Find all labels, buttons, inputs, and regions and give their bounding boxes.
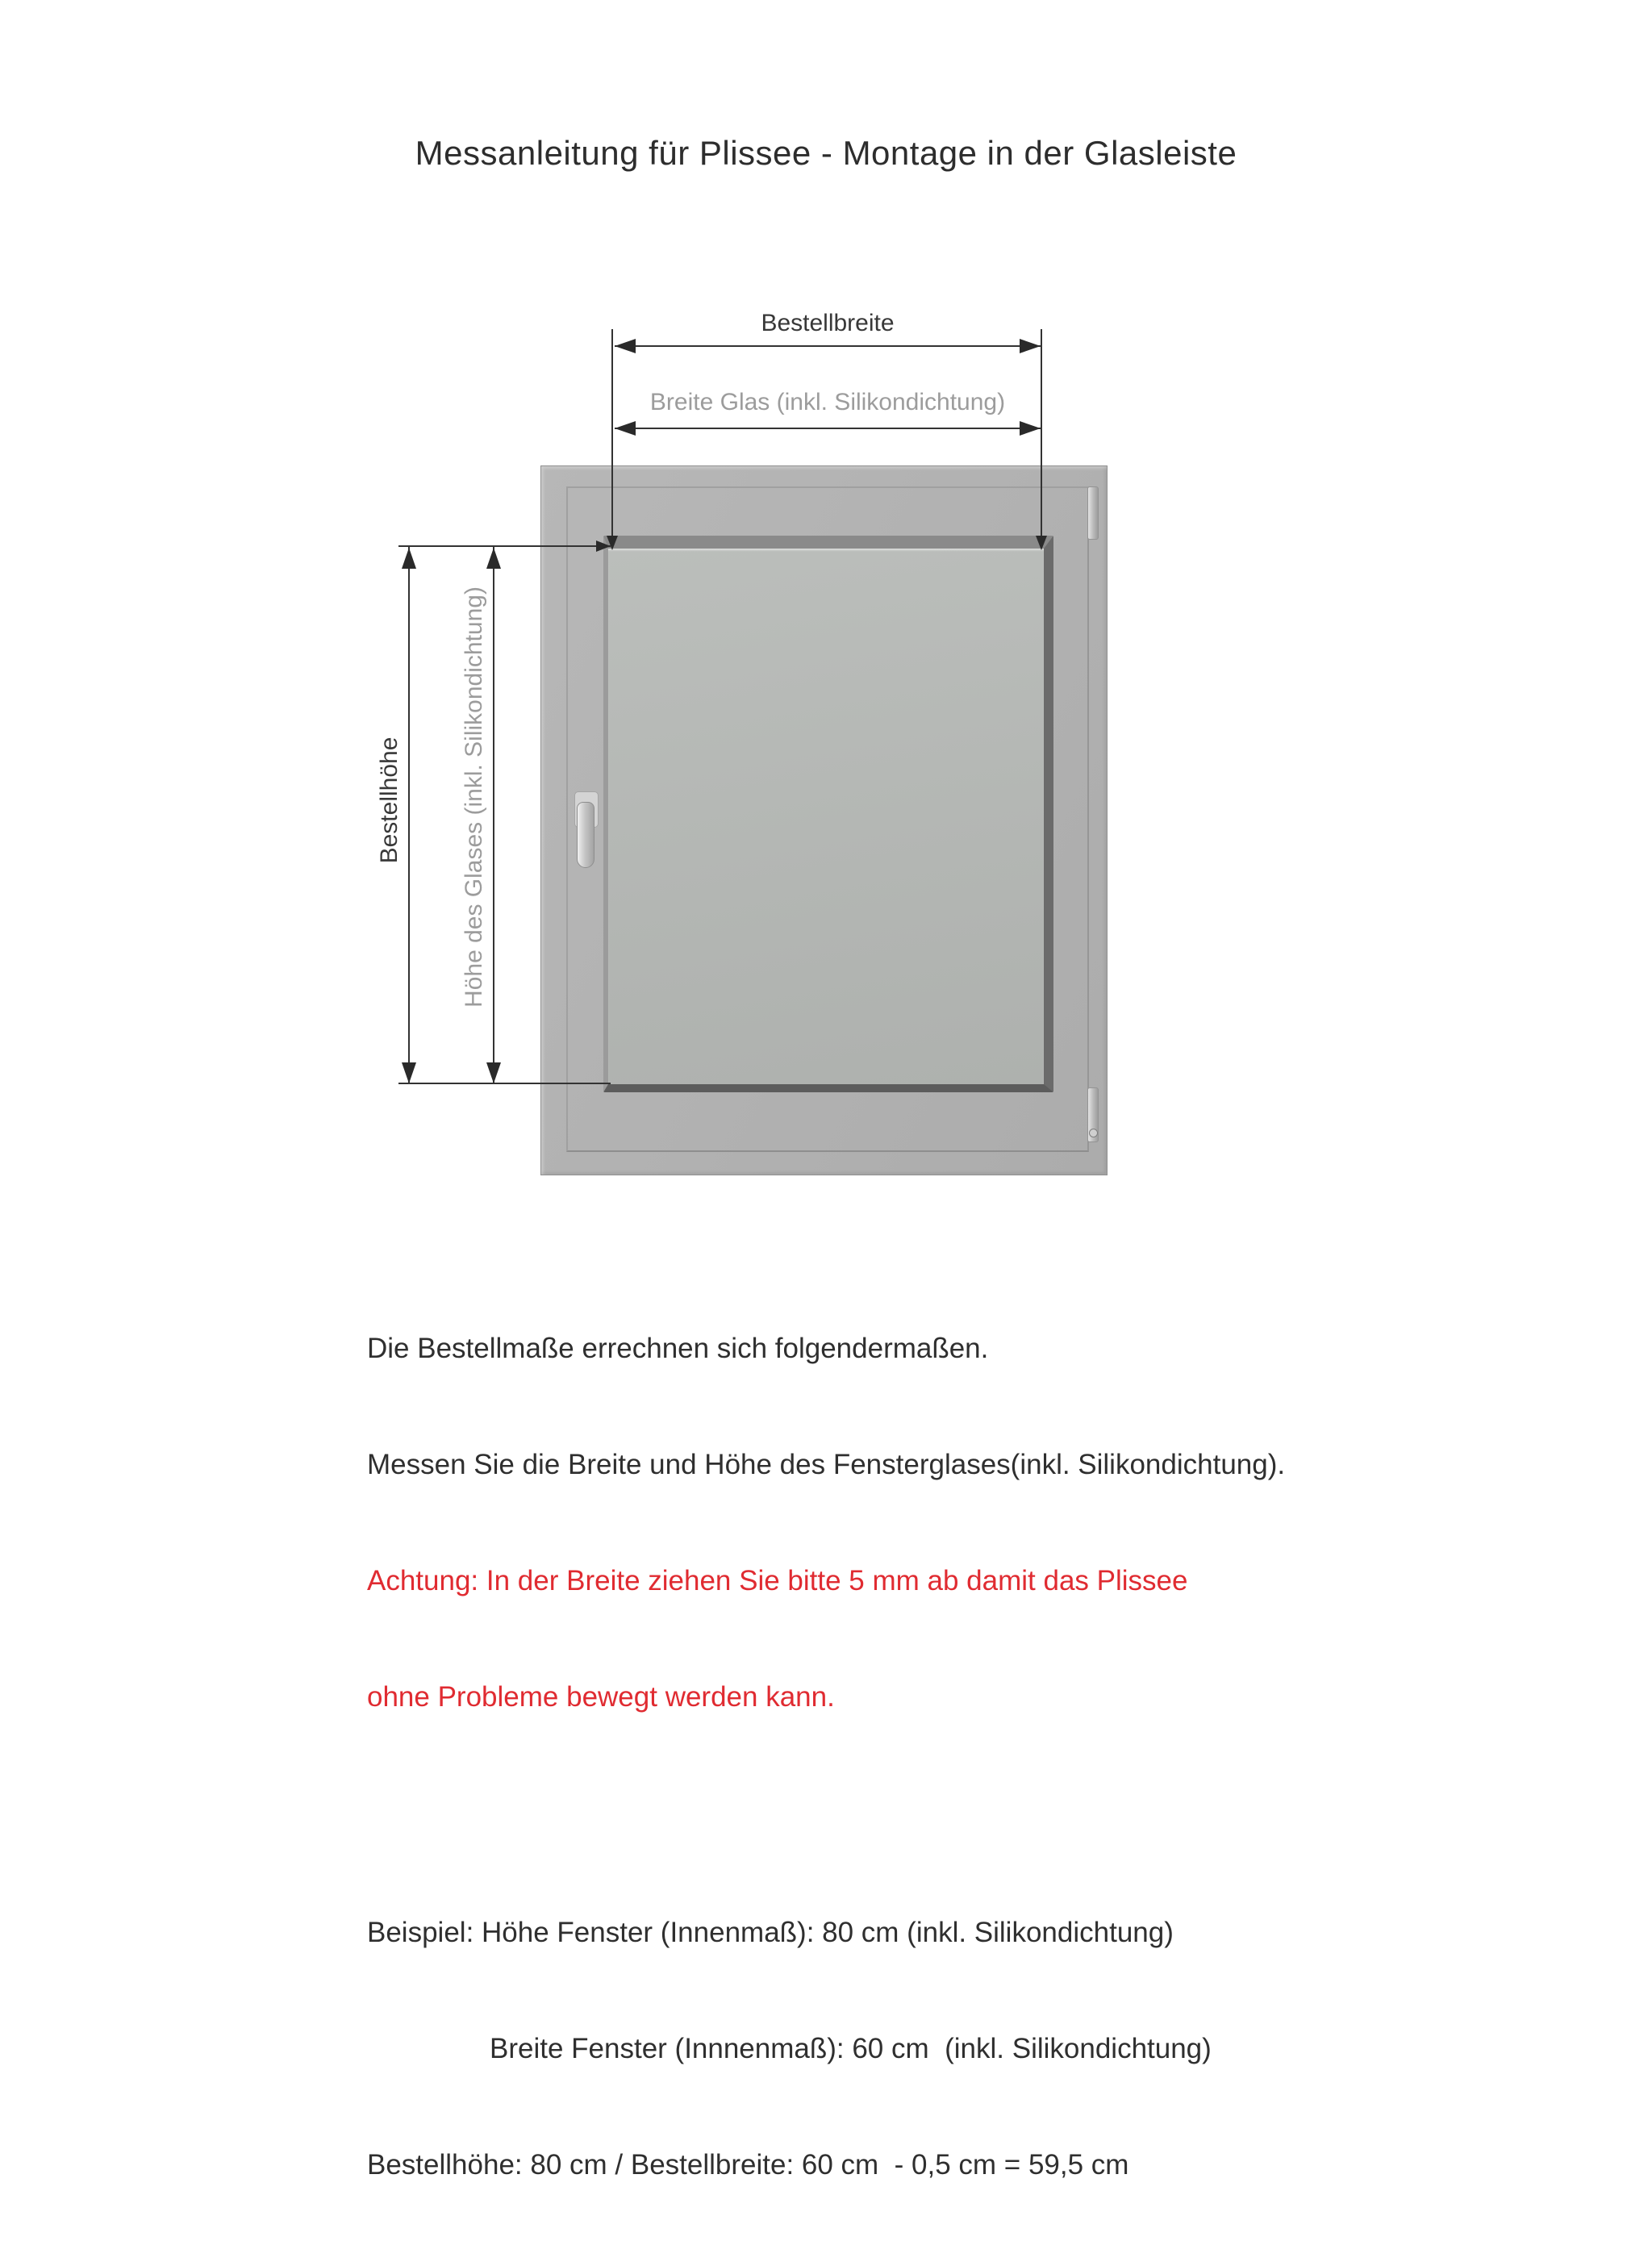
hinge-screw-icon xyxy=(1089,1129,1098,1137)
arrowhead-left-icon xyxy=(615,339,636,353)
example-line: Beispiel: Höhe Fenster (Innenmaß): 80 cm (inkl. Silikondichtung) xyxy=(367,1917,1174,1948)
window-hinge-top xyxy=(1087,486,1099,540)
order-width-dimension-line xyxy=(615,345,1041,347)
window-glass xyxy=(603,536,1053,1092)
width-extension-line-right xyxy=(1041,329,1042,540)
arrowhead-right-icon xyxy=(1020,421,1041,436)
warning-line: ohne Probleme bewegt werden kann. xyxy=(367,1681,835,1713)
instruction-line: Die Bestellmaße errechnen sich folgendermaßen. xyxy=(367,1333,989,1364)
page-title: Messanleitung für Plissee - Montage in der Glasleiste xyxy=(415,134,1237,172)
window-handle-icon xyxy=(577,802,594,868)
glass-width-dimension-line xyxy=(615,428,1041,429)
arrowhead-down-icon xyxy=(402,1062,416,1083)
instructions-block xyxy=(367,1252,1496,2262)
glass-height-label: Höhe des Glases (inkl. Silikondichtung) xyxy=(461,586,487,1008)
arrowhead-up-icon xyxy=(486,548,501,569)
example-line: Breite Fenster (Innnenmaß): 60 cm (inkl. Silikondichtung) xyxy=(490,2033,1212,2064)
arrowhead-down-icon xyxy=(486,1062,501,1083)
order-height-dimension-line xyxy=(408,547,410,1084)
arrowhead-down-icon xyxy=(1036,536,1047,550)
arrowhead-right-icon xyxy=(1020,339,1041,353)
arrowhead-up-icon xyxy=(402,548,416,569)
width-extension-line-left xyxy=(611,329,613,540)
order-height-label: Bestellhöhe xyxy=(376,737,403,864)
height-extension-line-bottom xyxy=(398,1083,611,1084)
paragraph-spacer xyxy=(367,1794,1496,1836)
height-extension-line-top xyxy=(398,545,611,547)
arrowhead-left-icon xyxy=(615,421,636,436)
glass-height-dimension-line xyxy=(493,547,494,1084)
order-width-label: Bestellbreite xyxy=(761,310,895,336)
instruction-line: Messen Sie die Breite und Höhe des Fensterglases(inkl. Silikondichtung). xyxy=(367,1449,1286,1480)
arrowhead-right-icon xyxy=(596,540,611,552)
warning-line: Achtung: In der Breite ziehen Sie bitte 5 mm ab damit das Plissee xyxy=(367,1565,1188,1596)
example-line: Bestellhöhe: 80 cm / Bestellbreite: 60 cm - 0,5 cm = 59,5 cm xyxy=(367,2149,1129,2181)
glass-width-label: Breite Glas (inkl. Silikondichtung) xyxy=(649,389,1006,415)
